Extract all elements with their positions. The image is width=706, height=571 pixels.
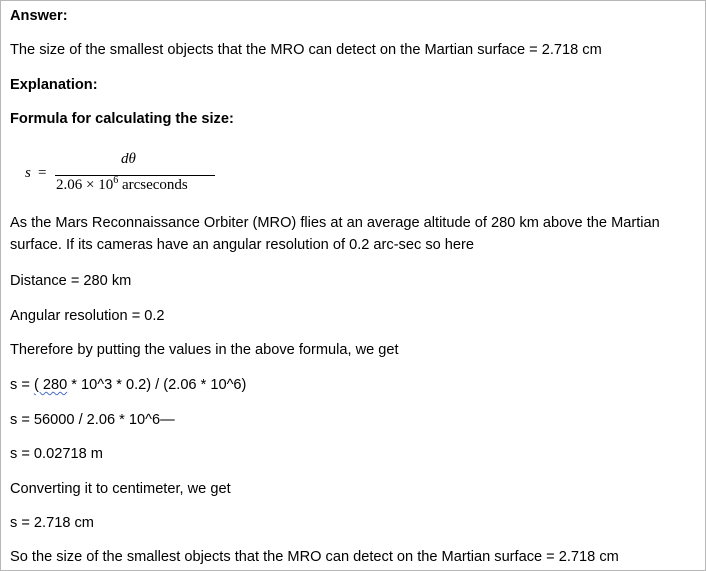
- step1-line: [10, 376, 246, 394]
- answer-heading: Answer:: [10, 8, 68, 24]
- formula-numerator: dθ: [121, 151, 136, 167]
- explanation-heading: Explanation:: [10, 77, 98, 93]
- formula-heading: Formula for calculating the size:: [10, 111, 234, 127]
- step1-suffix: * 10^3 * 0.2) / (2.06 * 10^6): [67, 377, 247, 393]
- fraction-bar: [55, 175, 215, 176]
- conclusion-line: So the size of the smallest objects that the MRO can detect on the Martian surface = 2.718 cm: [10, 549, 619, 565]
- distance-line: Distance = 280 km: [10, 273, 132, 289]
- step3-line: s = 0.02718 m: [10, 446, 103, 462]
- formula-lhs: s: [25, 165, 31, 181]
- formula-denominator: [56, 177, 188, 194]
- size-formula: [25, 149, 225, 197]
- denominator-prefix: 2.06 × 10: [56, 177, 114, 193]
- angular-resolution-line: Angular resolution = 0.2: [10, 308, 165, 324]
- step1-prefix: s =: [10, 377, 34, 393]
- denominator-suffix: arcseconds: [118, 177, 188, 193]
- step4-line: s = 2.718 cm: [10, 515, 94, 531]
- step1-marked: ( 280: [33, 377, 68, 393]
- converting-line: Converting it to centimeter, we get: [10, 481, 231, 497]
- denominator-exponent: 6: [113, 175, 119, 186]
- step2-line: s = 56000 / 2.06 * 10^6—: [10, 412, 175, 428]
- therefore-line: Therefore by putting the values in the above formula, we get: [10, 342, 399, 358]
- intro-paragraph: As the Mars Reconnaissance Orbiter (MRO) flies at an average altitude of 280 km above the Martian surface. If its cameras have an angular resolution of 0.2 arc-sec so here: [10, 215, 660, 253]
- answer-text: The size of the smallest objects that the MRO can detect on the Martian surface = 2.718 cm: [10, 42, 602, 58]
- formula-equals: =: [38, 165, 47, 181]
